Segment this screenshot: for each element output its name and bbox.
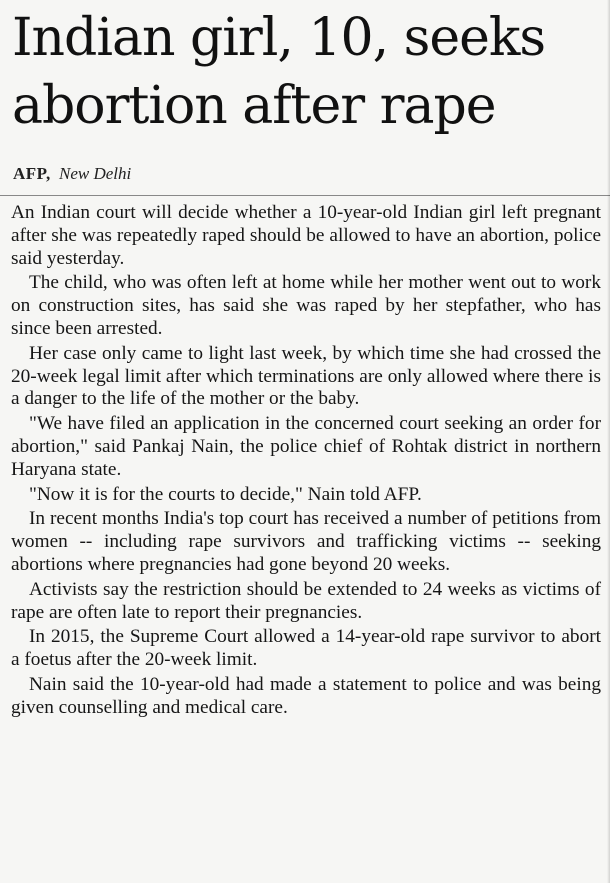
paragraph: Her case only came to light last week, by which time she had crossed the 20-week legal limit after which terminations are only allowed where there is a danger to the life of the mother or the baby. <box>11 342 601 410</box>
paragraph: The child, who was often left at home while her mother went out to work on construction sites, has said she was raped by her stepfather, who has since been arrested. <box>11 272 601 339</box>
paragraph: In 2015, the Supreme Court allowed a 14-year-old rape survivor to abort a foetus after the 20-week limit. <box>11 626 601 671</box>
paragraph: "Now it is for the courts to decide," Nain told AFP. <box>29 483 422 505</box>
paragraph: Nain said the 10-year-old had made a statement to police and was being given counselling and medical care. <box>11 673 601 718</box>
byline-location: New Delhi <box>59 164 132 183</box>
article-body <box>11 202 601 722</box>
paragraph: Activists say the restriction should be extended to 24 weeks as victims of rape are often late to report their pregnancies. <box>11 578 601 623</box>
paragraph: In recent months India's top court has received a number of petitions from women -- including rape survivors and trafficking victims -- seeking abortions where pregnancies had gone beyond 20 weeks. <box>11 508 601 575</box>
paragraph: An Indian court will decide whether a 10-year-old Indian girl left pregnant after she was repeatedly raped should be allowed to have an abortion, police said yesterday. <box>11 202 601 269</box>
headline-divider <box>0 195 610 196</box>
byline <box>13 164 131 184</box>
paragraph: "We have filed an application in the concerned court seeking an order for abortion," said Pankaj Nain, the police chief of Rohtak district in northern Haryana state. <box>11 413 601 480</box>
byline-agency: AFP, <box>13 164 51 183</box>
headline: Indian girl, 10, seeks abortion after rape <box>12 8 546 136</box>
